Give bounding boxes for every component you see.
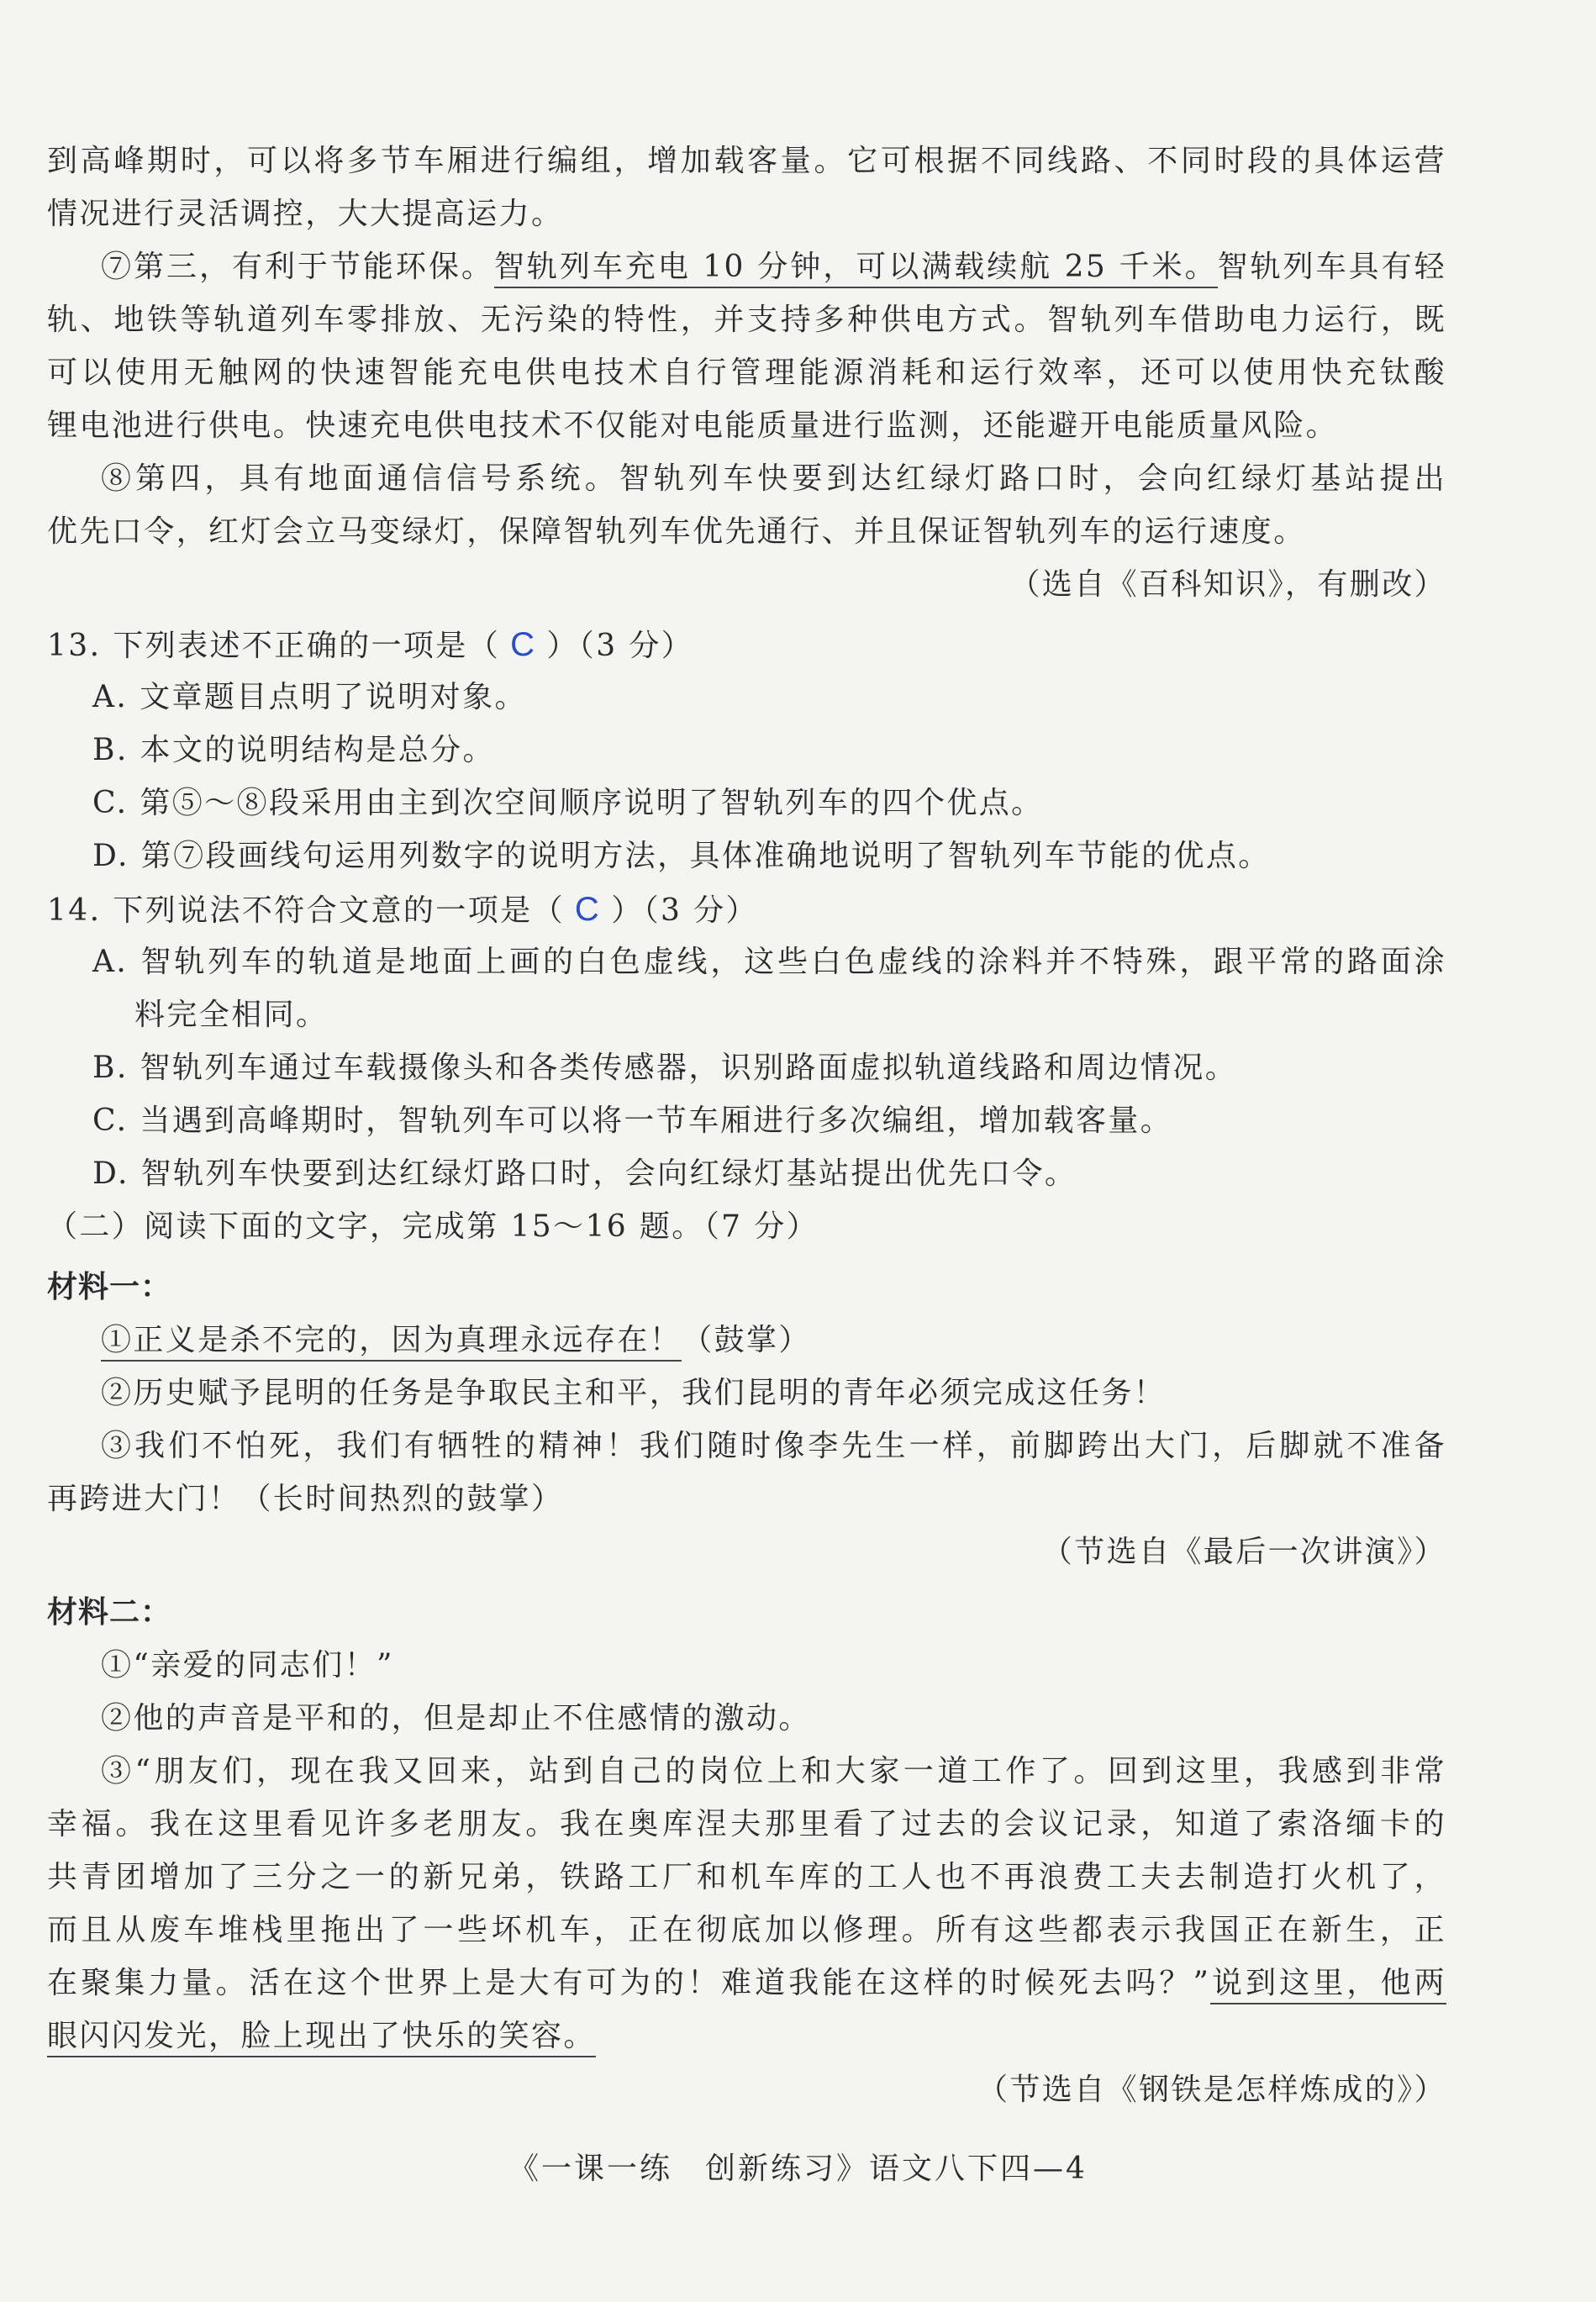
material-one-line: ②历史赋予昆明的任务是争取民主和平，我们昆明的青年必须完成这任务！ [101, 1376, 1167, 1410]
material-two-line: 而且从废车堆栈里拖出了一些坏机车，正在彻底加以修理。所有这些都表示我国正在新生，正 [47, 1913, 1446, 1947]
material-two-line: 共青团增加了三分之一的新兄弟，铁路工厂和机车库的工人也不再浪费工夫去制造打火机了， [47, 1860, 1446, 1894]
option-c: C. 第⑤～⑧段采用由主到次空间顺序说明了智轨列车的四个优点。 [92, 786, 1044, 820]
material-two-label: 材料二： [47, 1595, 172, 1630]
material-two-line: ③“朋友们，现在我又回来，站到自己的岗位上和大家一道工作了。回到这里，我感到非常 [101, 1754, 1446, 1788]
material-one-line: 再跨进大门！（长时间热烈的鼓掌） [47, 1482, 564, 1516]
underlined-sentence: 说到这里，他两 [1210, 1966, 1446, 2004]
passage-line: 可以使用无触网的快速智能充电供电技术自行管理能源消耗和运行效率，还可以使用快充钛酸 [47, 356, 1446, 390]
option-b: B. 本文的说明结构是总分。 [92, 733, 495, 767]
answer-mark: C [510, 626, 537, 663]
source-citation: （节选自《最后一次讲演》） [1041, 1535, 1446, 1569]
question-14-stem: 14. 下列说法不符合文意的一项是（ C ）（3 分） [47, 891, 758, 928]
material-one-line: ①正义是杀不完的，因为真理永远存在！（鼓掌） [101, 1314, 1446, 1367]
option-c: C. 当遇到高峰期时，智轨列车可以将一节车厢进行多次编组，增加载客量。 [92, 1104, 1173, 1138]
option-d: D. 智轨列车快要到达红绿灯路口时，会向红绿灯基站提出优先口令。 [92, 1156, 1077, 1191]
source-citation: （节选自《钢铁是怎样炼成的》） [977, 2073, 1446, 2107]
material-two-line: ②他的声音是平和的，但是却止不住感情的激动。 [101, 1701, 811, 1736]
option-a: A. 文章题目点明了说明对象。 [92, 680, 527, 714]
source-citation: （选自《百科知识》，有删改） [1009, 567, 1446, 602]
material-two-line: 在聚集力量。活在这个世界上是大有可为的！难道我能在这样的时候死去吗？”说到这里，他两 [47, 1957, 1446, 2010]
page-footer: 《一课一练 创新练习》语文八下四—4 [508, 2152, 1088, 2186]
material-one-line: ③我们不怕死，我们有牺牲的精神！我们随时像李先生一样，前脚跨出大门，后脚就不准备 [101, 1429, 1446, 1463]
passage-line: 优先口令，红灯会立马变绿灯，保障智轨列车优先通行、并且保证智轨列车的运行速度。 [47, 514, 1306, 549]
section-heading: （二）阅读下面的文字，完成第 15～16 题。（7 分） [47, 1209, 819, 1244]
material-two-line: 幸福。我在这里看见许多老朋友。我在奥库涅夫那里看了过去的会议记录，知道了索洛缅卡的 [47, 1807, 1446, 1841]
material-one-label: 材料一： [47, 1270, 172, 1304]
option-d: D. 第⑦段画线句运用列数字的说明方法，具体准确地说明了智轨列车节能的优点。 [92, 839, 1271, 873]
underlined-sentence: 眼闪闪发光，脸上现出了快乐的笑容。 [47, 2019, 596, 2057]
underlined-sentence: 智轨列车充电 10 分钟，可以满载续航 25 千米。 [494, 250, 1218, 288]
passage-line: 锂电池进行供电。快速充电供电技术不仅能对电能质量进行监测，还能避开电能质量风险。 [47, 408, 1339, 443]
passage-line: ⑧第四，具有地面通信信号系统。智轨列车快要到达红绿灯路口时，会向红绿灯基站提出 [101, 461, 1446, 496]
option-a: A. 智轨列车的轨道是地面上画的白色虚线，这些白色虚线的涂料并不特殊，跟平常的路面涂 [92, 945, 1446, 979]
material-two-line: ①“亲爱的同志们！” [101, 1648, 394, 1683]
passage-line: 到高峰期时，可以将多节车厢进行编组，增加载客量。它可根据不同线路、不同时段的具体运营 [47, 144, 1446, 178]
question-13-stem: 13. 下列表述不正确的一项是（ C ）（3 分） [47, 626, 694, 663]
paragraph-7-first-line: ⑦第三，有利于节能环保。智轨列车充电 10 分钟，可以满载续航 25 千米。智轨列车具有轻 [101, 240, 1446, 294]
passage-line: 情况进行灵活调控，大大提高运力。 [47, 197, 564, 231]
material-two-line [47, 2010, 1446, 2063]
passage-line: 轨、地铁等轨道列车零排放、无污染的特性，并支持多种供电方式。智轨列车借助电力运行，既 [47, 303, 1446, 337]
option-b: B. 智轨列车通过车载摄像头和各类传感器，识别路面虚拟轨道线路和周边情况。 [92, 1051, 1238, 1085]
option-a-continued: 料完全相同。 [134, 998, 329, 1032]
answer-mark: C [574, 891, 602, 928]
underlined-sentence: ①正义是杀不完的，因为真理永远存在！ [101, 1323, 682, 1362]
